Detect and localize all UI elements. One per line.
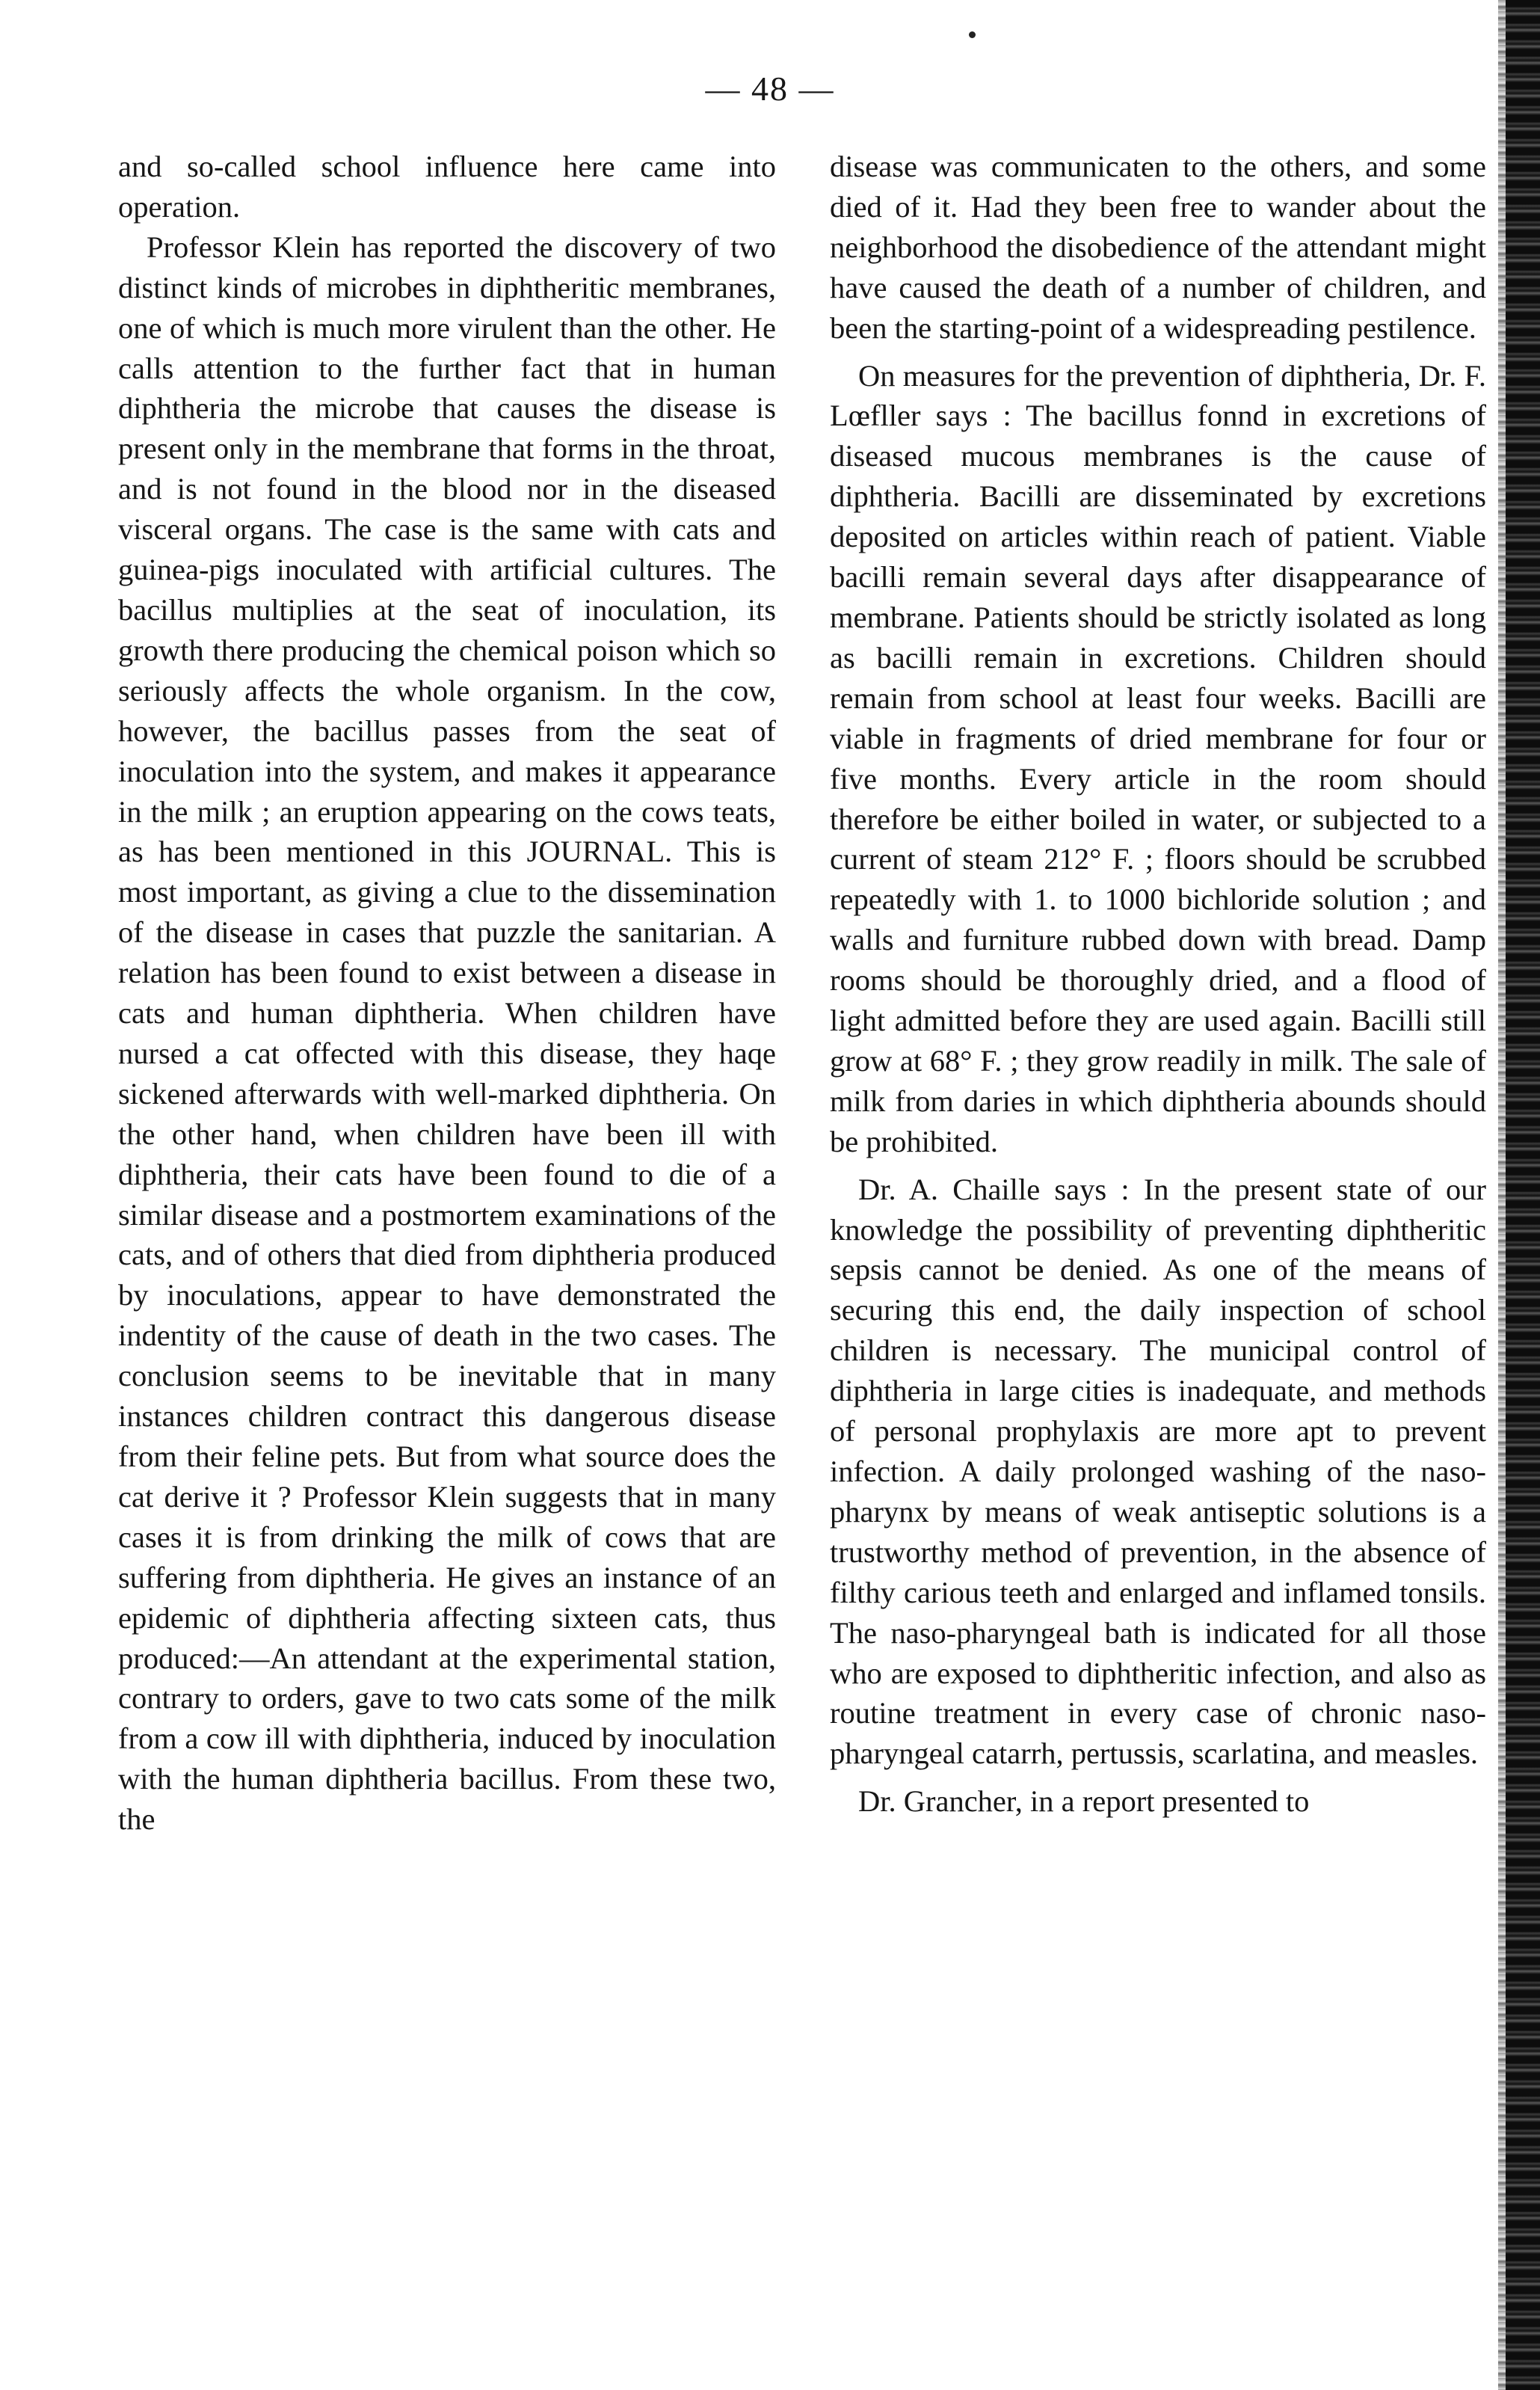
page-number: — 48 — [705, 70, 835, 108]
ink-dot [969, 31, 976, 38]
paragraph: On measures for the prevention of diphtheria, Dr. F. Lœfller says : The bacillus fonnd in excretions of diseased mucous membranes is the cause of diphtheria. Bacilli are disseminated by excretions deposited on articles within reach of patient. Viable bacilli remain several days after disappearance of membrane. Patients should be strictly isolated as long as bacilli remain in excretions. Children should remain from school at least four weeks. Bacilli are viable in fragments of dried membrane for four or five months. Every article in the room should therefore be either boiled in water, or subjected to a current of steam 212° F. ; floors should be scrubbed repeatedly with 1. to 1000 bichloride solution ; and walls and furniture rubbed down with bread. Damp rooms should be thoroughly dried, and a flood of light admitted before they are used again. Bacilli still grow at 68° F. ; they grow readily in milk. The sale of milk from daries in which diphtheria abounds should be prohibited. [830, 358, 1486, 1158]
right-column [830, 147, 1486, 1822]
left-column [118, 147, 776, 1840]
binding-edge-inner [1498, 0, 1506, 2390]
paragraph: Professor Klein has reported the discovery of two distinct kinds of microbes in diphtheritic membranes, one of which is much more virulent than the other. He calls attention to the further fact that in human diphtheria the microbe that causes the disease is present only in the membrane that forms in the throat, and is not found in the blood nor in the diseased visceral organs. The case is the same with cats and guinea-pigs inoculated with artificial cultures. The bacillus multiplies at the seat of inoculation, its growth there producing the chemical poison which so seriously affects the whole organism. In the cow, however, the bacillus passes from the seat of inoculation into the system, and makes it appearance in the milk ; an eruption appearing on the cows teats, as has been mentioned in this JOURNAL. This is most important, as giving a clue to the dissemination of the disease in cases that puzzle the sanitarian. A relation has been found to exist between a disease in cats and human diphtheria. When children have nursed a cat offected with this disease, they haqe sickened afterwards with well-marked diphtheria. On the other hand, when children have been ill with diphtheria, their cats have been found to die of a similar disease and a postmortem examinations of the cats, and of others that died from diphtheria produced by inoculations, appear to have demonstrated the indentity of the cause of death in the two cases. The conclusion seems to be inevitable that in many instances children contract this dangerous disease from their feline pets. But from what source does the cat derive it ? Professor Klein suggests that in many cases it is from drinking the milk of cows that are suffering from diphtheria. He gives an instance of an epidemic of diphtheria affecting sixteen cats, thus produced:—An attendant at the experimental station, contrary to orders, gave to two cats some of the milk from a cow ill with diphtheria, induced by inoculation with the human diphtheria bacillus. From these two, the [118, 230, 776, 1837]
paragraph: Dr. A. Chaille says : In the present state of our knowledge the possibility of preventing diphtheritic sepsis cannot be denied. As one of the means of securing this end, the daily inspection of school children is necessary. The municipal control of diphtheria in large cities is inadequate, and methods of personal prophylaxis are more apt to prevent infection. A daily prolonged washing of the naso-pharynx by means of weak antiseptic solutions is a trustworthy method of prevention, in the absence of filthy carious teeth and enlarged and inflamed tonsils. The naso-pharyngeal bath is indicated for all those who are exposed to diphtheritic infection, and also as routine treatment in every case of chronic naso-pharyngeal catarrh, pertussis, scarlatina, and measles. [830, 1172, 1486, 1771]
paragraph: disease was communicaten to the others, and some died of it. Had they been free to wander about the neighborhood the disobedience of the attendant might have caused the death of a number of children, and been the starting-point of a widespreading pestilence. [830, 150, 1486, 345]
binding-edge [1506, 0, 1540, 2390]
paragraph: and so-called school influence here came into operation. [118, 150, 776, 224]
paragraph: Dr. Grancher, in a report presented to [858, 1784, 1310, 1819]
